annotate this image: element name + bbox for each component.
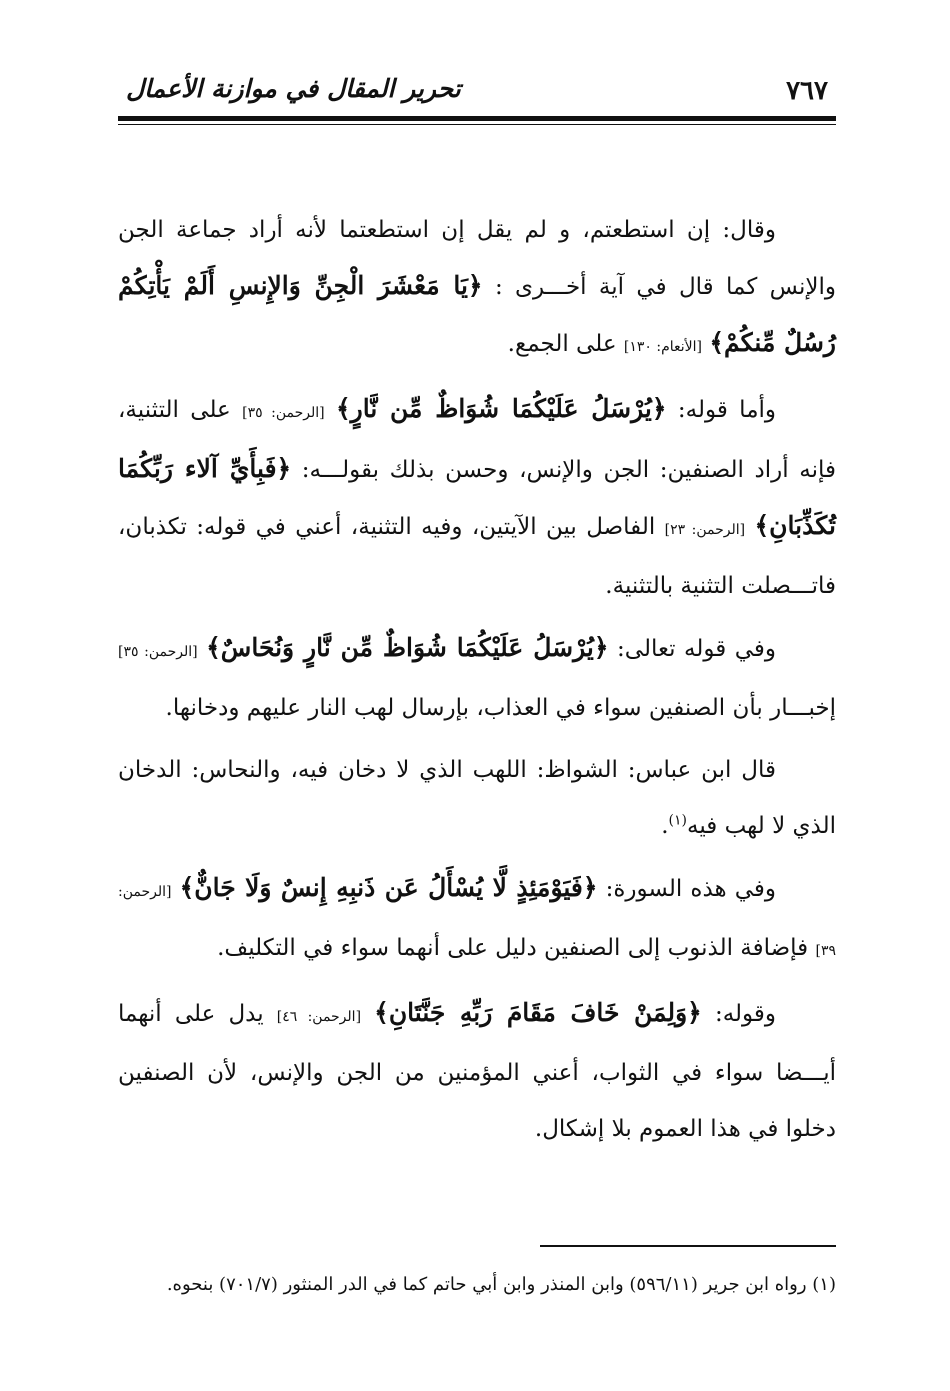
page-number: ٧٦٧ bbox=[786, 76, 828, 106]
paragraph-1 bbox=[118, 202, 836, 375]
paragraph-6 bbox=[118, 985, 836, 1157]
text-segment: وقوله: bbox=[701, 1001, 777, 1027]
verse-reference: [الرحمن: ٤٦] bbox=[276, 1009, 362, 1025]
text-segment: . bbox=[661, 813, 669, 839]
paragraph-5 bbox=[118, 860, 836, 979]
main-text bbox=[118, 202, 836, 1163]
text-segment: الفاصل بين الآيتين، وفيه التثنية، أعني في قوله: تكذبان، فاتـــصلت التثنية بالتثنية. bbox=[118, 514, 836, 599]
text-segment: فإضافة الذنوب إلى الصنفين دليل على أنهما سواء في التكليف. bbox=[217, 935, 816, 961]
paragraph-4 bbox=[118, 742, 836, 854]
text-segment: على الجمع. bbox=[507, 331, 624, 357]
verse-reference: [الرحمن: ٣٥] bbox=[242, 405, 325, 421]
running-header bbox=[118, 70, 836, 114]
quran-verse: ﴿يَا مَعْشَرَ الْجِنِّ وَالإِنسِ أَلَمْ يَأْتِكُمْ رُسُلٌ مِّنكُمْ﴾ bbox=[118, 271, 836, 357]
text-segment: وقال: إن استطعتم، و لم يقل إن استطعتما لأنه أراد جماعة الجن والإنس كما قال في آية أخـــرى : bbox=[118, 217, 836, 300]
header-rule-thick bbox=[118, 116, 836, 121]
quran-verse: ﴿فَبِأَيِّ آلاء رَبِّكُمَا تُكَذِّبَانِ﴾ bbox=[118, 454, 836, 540]
verse-reference: [الرحمن: ٣٩] bbox=[118, 884, 836, 959]
paragraph-2 bbox=[118, 381, 836, 614]
paragraph-3 bbox=[118, 620, 836, 736]
text-segment: وفي قوله تعالى: bbox=[608, 636, 776, 662]
quran-verse: ﴿يُرْسَلُ عَلَيْكُمَا شُوَاظٌ مِّن نَّارٍ وَنُحَاسٌ﴾ bbox=[206, 633, 609, 662]
text-segment: قال ابن عباس: الشواظ: اللهب الذي لا دخان فيه، والنحاس: الدخان الذي لا لهب فيه bbox=[118, 757, 836, 839]
text-segment: إخبـــار بأن الصنفين سواء في العذاب، بإرسال لهب النار عليهم ودخانها. bbox=[165, 695, 836, 721]
footnote-1: (١) رواه ابن جرير (٥٩٦/١١) وابن المنذر وابن أبي حاتم كما في الدر المنثور (٧٠١/٧) بنحوه. bbox=[166, 1274, 836, 1295]
text-segment: على التثنية، فإنه أراد الصنفين: الجن والإنس، وحسن بذلك بقولـــه: bbox=[118, 397, 836, 483]
header-rule-thin bbox=[118, 124, 836, 125]
running-title: تحرير المقال في موازنة الأعمال bbox=[126, 74, 461, 103]
quran-verse: ﴿وَلِمَنْ خَافَ مَقَامَ رَبِّهِ جَنَّتَانِ﴾ bbox=[374, 998, 702, 1027]
footnote-separator bbox=[540, 1245, 836, 1247]
quran-verse: ﴿فَيَوْمَئِذٍ لَّا يُسْأَلُ عَن ذَنبِهِ إِنسٌ وَلَا جَانٌّ﴾ bbox=[179, 873, 598, 902]
text-segment: وفي هذه السورة: bbox=[597, 876, 777, 902]
text-segment: يدل على أنهما أيـــضا سواء في الثواب، أعني المؤمنين من الجن والإنس، لأن الصنفين دخلوا في هذا العموم بلا إشكال. bbox=[118, 1001, 836, 1142]
text-segment: وأما قوله: bbox=[666, 397, 777, 423]
verse-reference: [الرحمن: ٣٥] bbox=[118, 644, 198, 660]
verse-reference: [الرحمن: ٢٣] bbox=[664, 522, 746, 538]
verse-reference: [الأنعام: ١٣٠] bbox=[623, 339, 702, 355]
footnote-marker[interactable]: (١) bbox=[668, 812, 688, 829]
quran-verse: ﴿يُرْسَلُ عَلَيْكُمَا شُوَاظٌ مِّن نَّارٍ﴾ bbox=[335, 394, 667, 423]
